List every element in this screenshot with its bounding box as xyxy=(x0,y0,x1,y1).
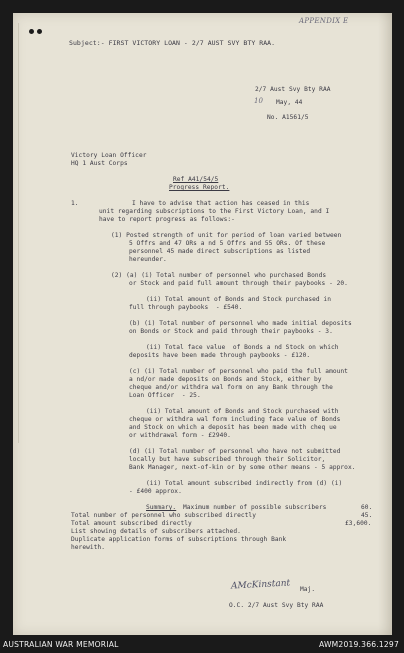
item-1-line: 5 Offrs and 47 ORs a nd 5 Offrs and 55 ORs. Of these xyxy=(129,240,326,247)
item-2c-ii-line: and Stock on which a deposit has been made with cheq ue xyxy=(129,424,337,431)
signature-rank: Maj. xyxy=(300,586,316,593)
item-2c-ii-line: or withdrawal form - £2940. xyxy=(129,432,231,439)
summary-direct-value: 45. xyxy=(361,512,373,519)
sender-unit: 2/7 Aust Svy Bty RAA xyxy=(255,86,331,93)
footer-bar xyxy=(0,636,404,653)
signature-scrawl: AMcKinstant xyxy=(230,578,291,592)
punch-hole xyxy=(29,29,34,34)
item-2b-ii-line: (ii) Total face value of Bonds a nd Stock on which xyxy=(146,344,339,351)
summary-direct-label: Total number of personnel who subscribed directly xyxy=(71,512,256,519)
item-2c-i-line: cheque and/or withdra wal form on any Bank through the xyxy=(129,384,333,391)
item-1-line: (1) Posted strength of unit for period of loan varied between xyxy=(111,232,342,239)
item-2d-ii-line: (ii) Total amount subscribed indirectly from (d) (i) xyxy=(146,480,343,487)
item-2c-ii-line: (ii) Total amount of Bonds and Stock purchased with xyxy=(146,408,339,415)
item-2a-i-line: (2) (a) (i) Total number of personnel who purchased Bonds xyxy=(111,272,327,279)
footer-accession-number: AWM2019.366.1297 xyxy=(318,640,399,649)
item-2c-i-line: (c) (i) Total number of personnel who paid the full amount xyxy=(129,368,348,375)
reference-number: No. A1561/5 xyxy=(267,114,309,121)
subject-line: Subject:- FIRST VICTORY LOAN - 2/7 AUST SVY BTY RAA. xyxy=(69,39,276,47)
appendix-annotation: APPENDIX E xyxy=(299,17,349,25)
summary-label: Summary. xyxy=(146,504,177,511)
item-2a-i-line: or Stock and paid full amount through their paybooks - 20. xyxy=(129,280,348,287)
date-day-handwritten: 10 xyxy=(254,97,263,105)
item-2c-i-line: Loan Officer - 25. xyxy=(129,392,201,399)
item-1-line: personnel 45 made direct subscriptions as listed xyxy=(129,248,311,255)
reference-heading: Ref A41/54/5 xyxy=(173,176,219,183)
item-2c-i-line: a nd/or made deposits on Bonds and Stock, either by xyxy=(129,376,322,383)
item-2b-i-line: on Bonds or Stock and paid through their paybooks - 3. xyxy=(129,328,333,335)
report-title: Progress Report. xyxy=(169,184,230,191)
summary-max-value: 60. xyxy=(361,504,373,511)
punch-hole xyxy=(37,29,42,34)
item-2a-ii-line: (ii) Total amount of Bonds and Stock purchased in xyxy=(146,296,331,303)
item-2b-ii-line: deposits have been made through paybooks - £120. xyxy=(129,352,311,359)
paragraph-number: 1. xyxy=(71,200,79,207)
summary-max-text: Maximum number of possible subscribers xyxy=(183,504,327,511)
document-page xyxy=(13,13,392,635)
summary-list-line: List showing details of subscribers attached. xyxy=(71,528,241,535)
item-1-line: hereunder. xyxy=(129,256,167,263)
paragraph-line: unit regarding subscriptions to the First Victory Loan, and I xyxy=(99,208,330,215)
summary-amount-value: £3,600. xyxy=(345,520,372,527)
paragraph-line: I have to advise that action has ceased in this xyxy=(132,200,310,207)
item-2d-i-line: Bank Manager, next-of-kin or by some other means - 5 approx. xyxy=(129,464,356,471)
item-2a-ii-line: full through paybooks - £540. xyxy=(129,304,243,311)
addressee-line-1: Victory Loan Officer xyxy=(71,152,147,159)
paragraph-line: have to report progress as follows:- xyxy=(99,216,235,223)
item-2c-ii-line: cheque or withdra wal form including face value of Bonds xyxy=(129,416,341,423)
item-2d-i-line: (d) (i) Total number of personnel who have not submitted xyxy=(129,448,341,455)
item-2d-i-line: locally but have subscribed through their Solicitor, xyxy=(129,456,326,463)
footer-institution: AUSTRALIAN WAR MEMORIAL xyxy=(3,640,119,649)
signature-title: O.C. 2/7 Aust Svy Bty RAA xyxy=(229,602,324,609)
summary-dup-line: Duplicate application forms of subscriptions through Bank xyxy=(71,536,287,543)
summary-dup-line: herewith. xyxy=(71,544,105,551)
margin-shadow xyxy=(18,23,19,443)
item-2b-i-line: (b) (i) Total number of personnel who made initial deposits xyxy=(129,320,352,327)
summary-amount-label: Total amount subscribed directly xyxy=(71,520,192,527)
addressee-line-2: HQ 1 Aust Corps xyxy=(71,160,128,167)
date-text: May, 44 xyxy=(276,99,303,106)
item-2d-ii-line: - £400 approx. xyxy=(129,488,182,495)
